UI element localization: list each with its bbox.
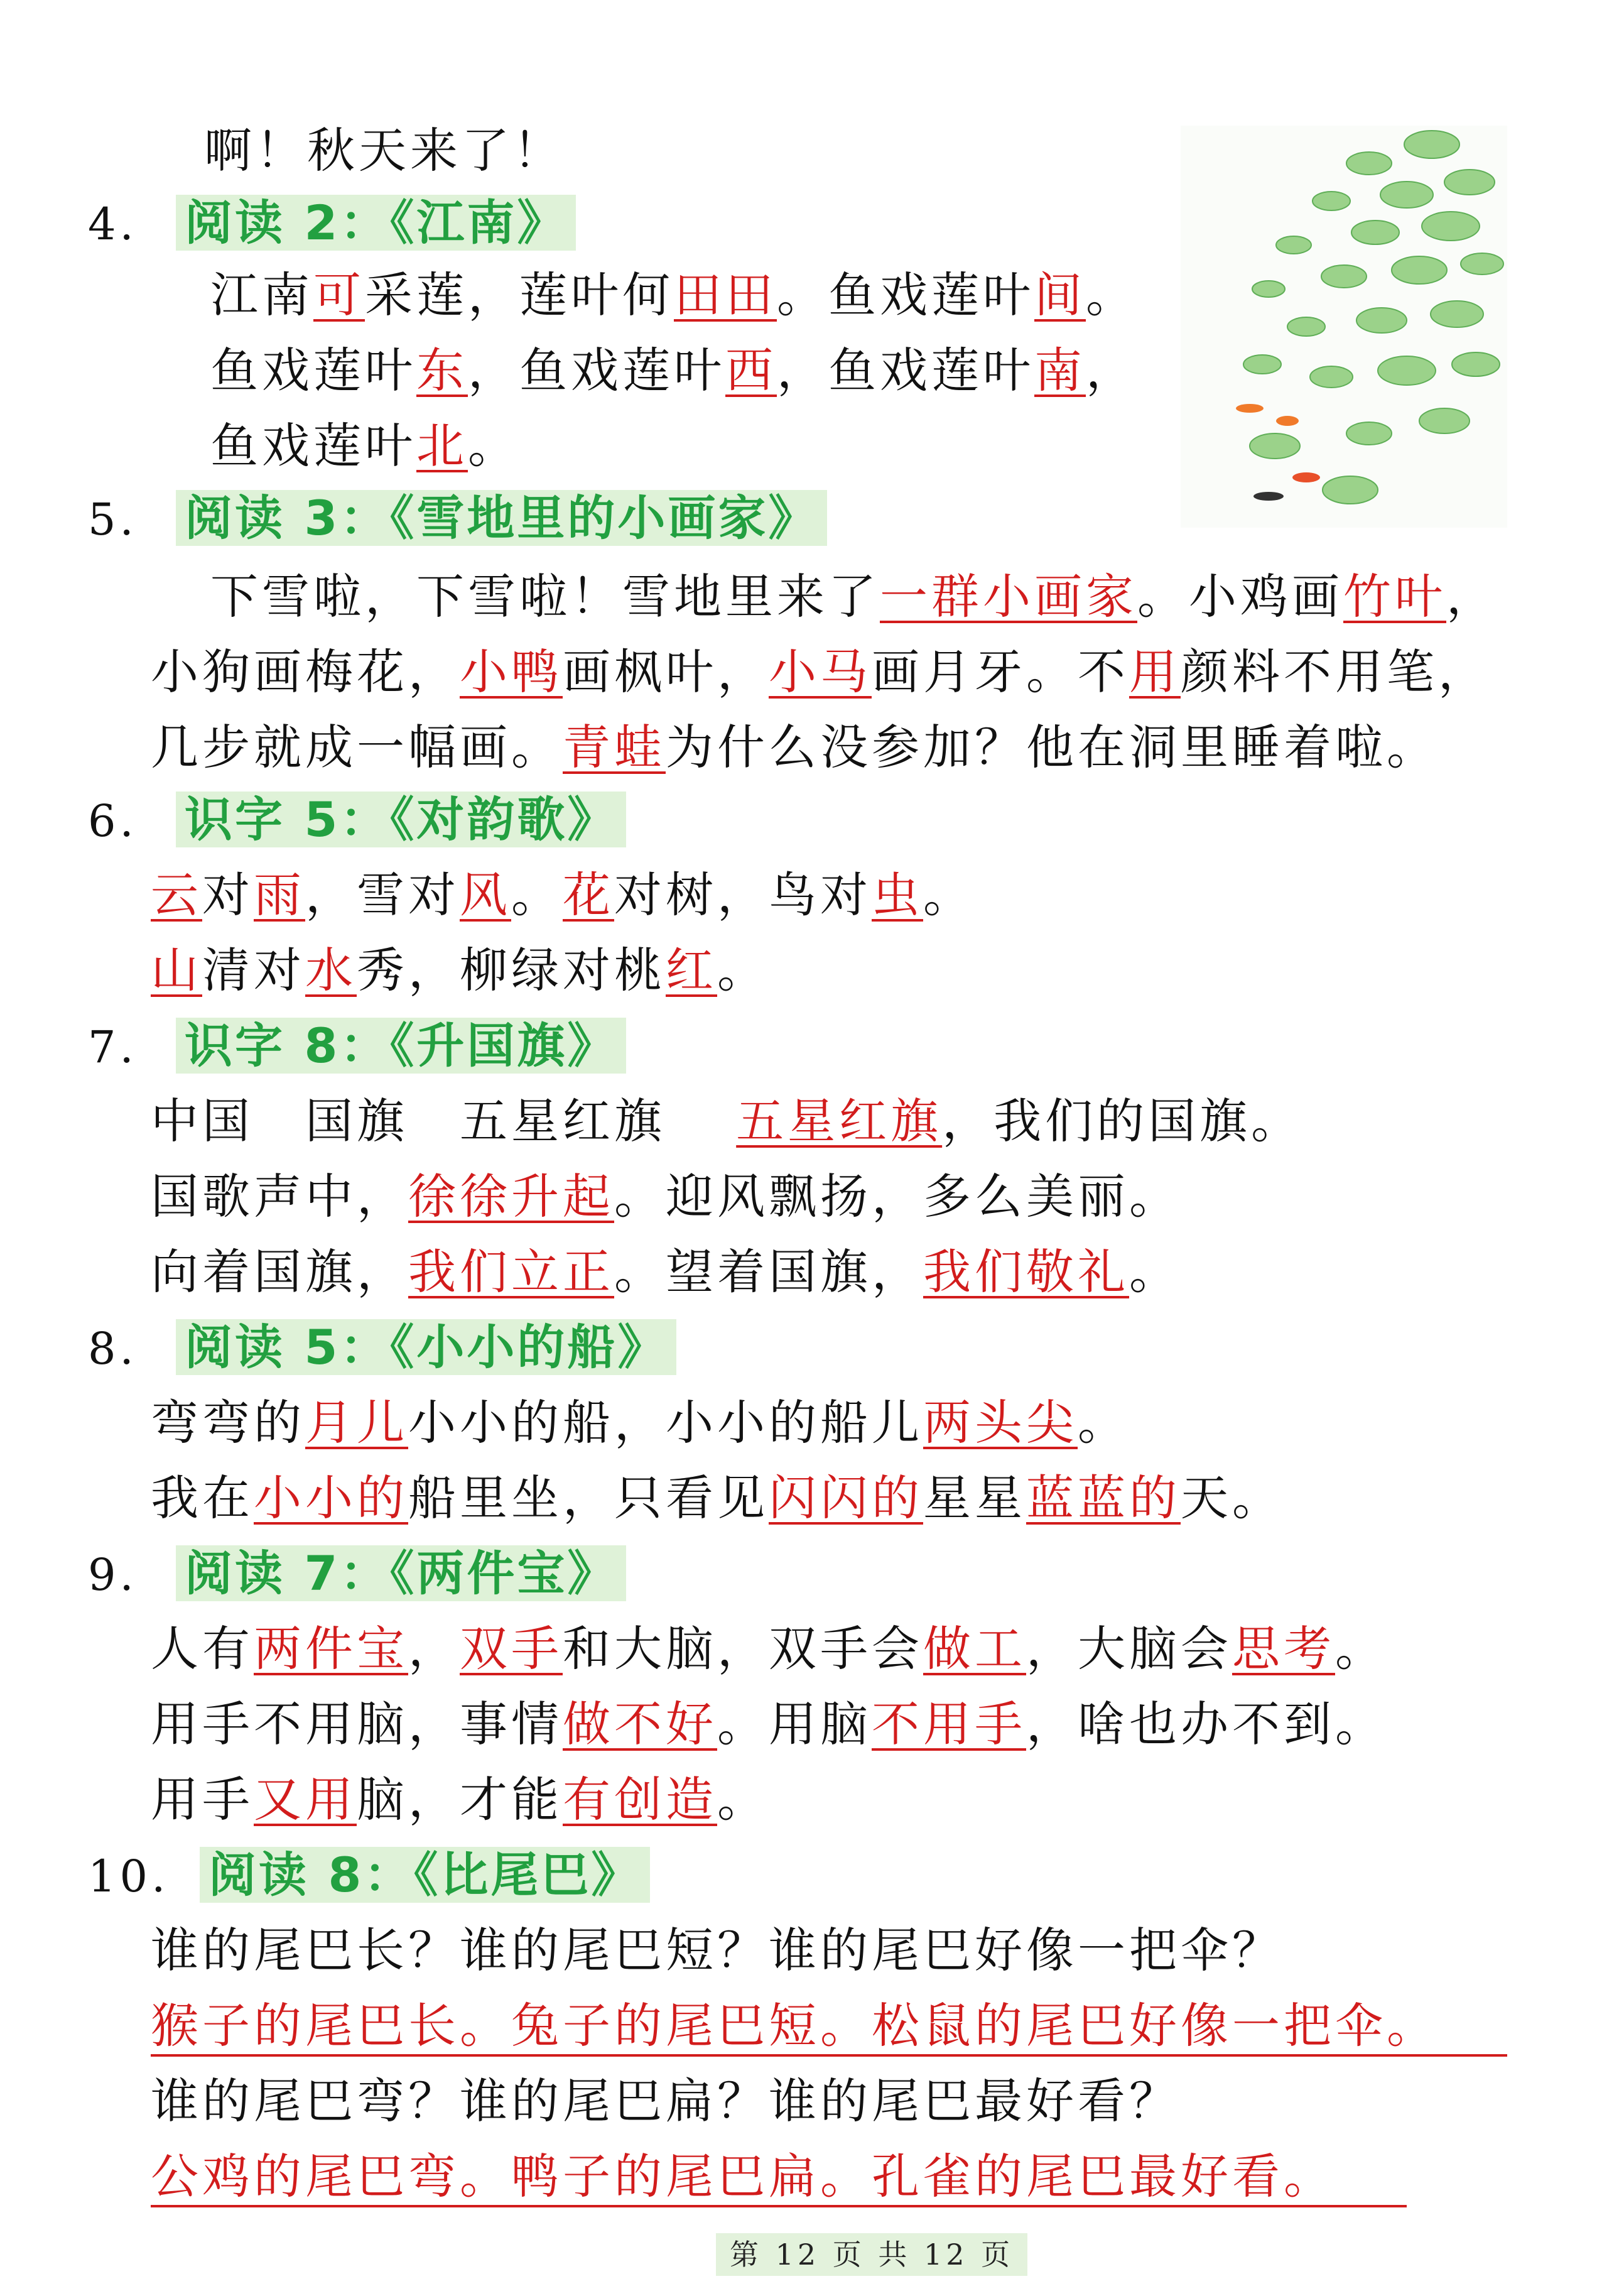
answer-text: 南 xyxy=(1034,342,1086,398)
answer-text: 两件宝 xyxy=(254,1621,408,1677)
section-10-heading xyxy=(88,1844,650,1908)
answer-text: 有创造 xyxy=(563,1771,717,1827)
section-number: 9. xyxy=(88,1549,138,1601)
answer-text: 北 xyxy=(416,418,468,474)
answer-text: 我们敬礼 xyxy=(923,1244,1129,1300)
section-number: 6. xyxy=(88,795,138,847)
answer-text: 小鸭 xyxy=(460,644,563,700)
intro-line: 啊！秋天来了！ xyxy=(204,122,565,178)
plain-text: 星星 xyxy=(923,1470,1026,1526)
section-number: 5. xyxy=(88,494,138,545)
plain-text: 小小的船，小小的船儿 xyxy=(408,1395,923,1450)
section-title: 识字 5：《对韵歌》 xyxy=(176,792,626,847)
plain-text: ，大脑会 xyxy=(1026,1621,1232,1677)
text-line xyxy=(210,339,1137,402)
section-7-heading xyxy=(88,1015,626,1079)
plain-text: 采莲，莲叶何 xyxy=(365,267,674,323)
answer-text: 又用 xyxy=(254,1771,357,1827)
plain-text: 。 xyxy=(717,942,769,998)
text-line xyxy=(151,1165,1181,1228)
plain-text: 。 xyxy=(1078,1395,1129,1450)
text-line xyxy=(151,1693,1387,1756)
plain-text: 人有 xyxy=(151,1621,254,1677)
plain-text: 秀，柳绿对桃 xyxy=(357,942,666,998)
plain-text: 。小鸡画 xyxy=(1137,569,1343,624)
text-line xyxy=(151,1919,1284,1982)
plain-text: 鱼戏莲叶 xyxy=(210,342,416,398)
answer-text: 思考 xyxy=(1232,1621,1335,1677)
plain-text: 脑，才能 xyxy=(357,1771,563,1827)
answer-text: 风 xyxy=(460,867,511,923)
plain-text: 为什么没参加？他在洞里睡着啦。 xyxy=(666,719,1438,775)
answer-text: 猴子的尾巴长。兔子的尾巴短。松鼠的尾巴好像一把伞。 xyxy=(151,1998,1438,2054)
plain-text: 对树，鸟对 xyxy=(614,867,872,923)
text-line xyxy=(151,864,975,927)
plain-text: 船里坐，只看见 xyxy=(408,1470,769,1526)
page-footer: 第 12 页 共 12 页 xyxy=(716,2233,1027,2276)
plain-text: 江南 xyxy=(210,267,313,323)
plain-text: 。 xyxy=(468,418,519,474)
plain-text: 画月牙。不 xyxy=(872,644,1129,700)
answer-underline xyxy=(151,2054,1507,2057)
answer-text: 东 xyxy=(416,342,468,398)
plain-text: 小狗画梅花， xyxy=(151,644,460,700)
answer-text: 花 xyxy=(563,867,614,923)
plain-text: ，雪对 xyxy=(305,867,460,923)
section-number: 7. xyxy=(88,1021,138,1073)
plain-text: 鱼戏莲叶 xyxy=(210,418,416,474)
plain-text: ，啥也办不到。 xyxy=(1026,1696,1387,1752)
text-line xyxy=(151,1090,1302,1153)
text-line xyxy=(151,939,769,1002)
plain-text: ， xyxy=(1446,569,1498,624)
plain-text: ，鱼戏莲叶 xyxy=(777,342,1034,398)
section-number: 4. xyxy=(88,199,138,250)
answer-text: 徐徐升起 xyxy=(408,1168,614,1224)
plain-text: ，我们的国旗。 xyxy=(942,1093,1303,1149)
answer-text: 竹叶 xyxy=(1343,569,1446,624)
answer-line xyxy=(151,2145,1335,2208)
section-5-heading xyxy=(88,487,827,551)
plain-text: 。 xyxy=(1129,1244,1181,1300)
answer-text: 两头尖 xyxy=(923,1395,1078,1450)
answer-text: 雨 xyxy=(254,867,305,923)
plain-text: 天。 xyxy=(1181,1470,1284,1526)
text-line xyxy=(210,415,519,477)
text-line xyxy=(151,1391,1129,1454)
answer-text: 我们立正 xyxy=(408,1244,614,1300)
text-line xyxy=(151,2070,1181,2133)
plain-text: 和大脑，双手会 xyxy=(563,1621,923,1677)
answer-text: 一群小画家 xyxy=(880,569,1137,624)
answer-text: 虫 xyxy=(872,867,923,923)
text-line xyxy=(151,1467,1284,1530)
answer-text: 蓝蓝的 xyxy=(1026,1470,1181,1526)
plain-text: 颜料不用笔， xyxy=(1181,644,1490,700)
section-number: 10. xyxy=(88,1851,170,1902)
answer-text: 双手 xyxy=(460,1621,563,1677)
answer-text: 做工 xyxy=(923,1621,1026,1677)
plain-text: 弯弯的 xyxy=(151,1395,305,1450)
text-line xyxy=(210,565,1498,628)
plain-text: 向着国旗， xyxy=(151,1244,408,1300)
plain-text: 国歌声中， xyxy=(151,1168,408,1224)
section-title: 阅读 2：《江南》 xyxy=(176,195,576,251)
plain-text: 。鱼戏莲叶 xyxy=(777,267,1034,323)
plain-text: 。望着国旗， xyxy=(614,1244,923,1300)
answer-text: 山 xyxy=(151,942,202,998)
plain-text: 几步就成一幅画。 xyxy=(151,719,563,775)
answer-text: 西 xyxy=(725,342,777,398)
answer-text: 青蛙 xyxy=(563,719,666,775)
answer-text: 公鸡的尾巴弯。鸭子的尾巴扁。孔雀的尾巴最好看。 xyxy=(151,2148,1335,2204)
answer-text: 不用手 xyxy=(872,1696,1026,1752)
text-line xyxy=(151,1768,769,1831)
section-8-heading xyxy=(88,1316,676,1380)
text-line xyxy=(151,1241,1181,1303)
answer-text: 小马 xyxy=(769,644,872,700)
plain-text: 用手不用脑，事情 xyxy=(151,1696,563,1752)
section-4-heading xyxy=(88,192,576,256)
answer-text: 红 xyxy=(666,942,717,998)
text-line xyxy=(151,1618,1387,1680)
answer-text: 水 xyxy=(305,942,357,998)
plain-text: 。 xyxy=(1335,1621,1387,1677)
answer-text: 小小的 xyxy=(254,1470,408,1526)
answer-text: 月儿 xyxy=(305,1395,408,1450)
plain-text: 。 xyxy=(717,1771,769,1827)
plain-text: 我在 xyxy=(151,1470,254,1526)
answer-text: 可 xyxy=(313,267,365,323)
plain-text: 。 xyxy=(511,867,563,923)
section-title: 阅读 8：《比尾巴》 xyxy=(200,1847,650,1903)
answer-text: 田田 xyxy=(674,267,777,323)
plain-text: ， xyxy=(1086,342,1137,398)
answer-underline xyxy=(151,2205,1407,2207)
plain-text: 用手 xyxy=(151,1771,254,1827)
answer-text: 云 xyxy=(151,867,202,923)
answer-line xyxy=(151,1994,1438,2057)
section-title: 阅读 7：《两件宝》 xyxy=(176,1545,626,1601)
plain-text: 。迎风飘扬，多么美丽。 xyxy=(614,1168,1181,1224)
plain-text: 清对 xyxy=(202,942,305,998)
plain-text: 下雪啦，下雪啦！雪地里来了 xyxy=(210,569,880,624)
section-title: 识字 8：《升国旗》 xyxy=(176,1018,626,1074)
plain-text: 。 xyxy=(923,867,975,923)
plain-text: 。 xyxy=(1086,267,1137,323)
answer-text: 闪闪的 xyxy=(769,1470,923,1526)
section-number: 8. xyxy=(88,1323,138,1374)
section-title: 阅读 5：《小小的船》 xyxy=(176,1319,676,1375)
section-title: 阅读 3：《雪地里的小画家》 xyxy=(176,490,827,546)
plain-text: ， xyxy=(408,1621,460,1677)
answer-text: 间 xyxy=(1034,267,1086,323)
plain-text: 谁的尾巴弯？谁的尾巴扁？谁的尾巴最好看？ xyxy=(151,2073,1181,2129)
text-line xyxy=(210,264,1137,327)
answer-text: 用 xyxy=(1129,644,1181,700)
plain-text: 对 xyxy=(202,867,254,923)
lily-pad-illustration xyxy=(1181,126,1507,528)
plain-text: ，鱼戏莲叶 xyxy=(468,342,725,398)
plain-text: 。用脑 xyxy=(717,1696,872,1752)
plain-text: 中国 国旗 五星红旗 xyxy=(151,1093,737,1149)
text-line xyxy=(151,641,1490,704)
text-line xyxy=(151,716,1438,779)
answer-text: 做不好 xyxy=(563,1696,717,1752)
answer-text: 五星红旗 xyxy=(736,1093,943,1149)
plain-text: 画枫叶， xyxy=(563,644,769,700)
section-9-heading xyxy=(88,1542,626,1606)
plain-text: 谁的尾巴长？谁的尾巴短？谁的尾巴好像一把伞？ xyxy=(151,1922,1284,1978)
section-6-heading xyxy=(88,788,626,852)
